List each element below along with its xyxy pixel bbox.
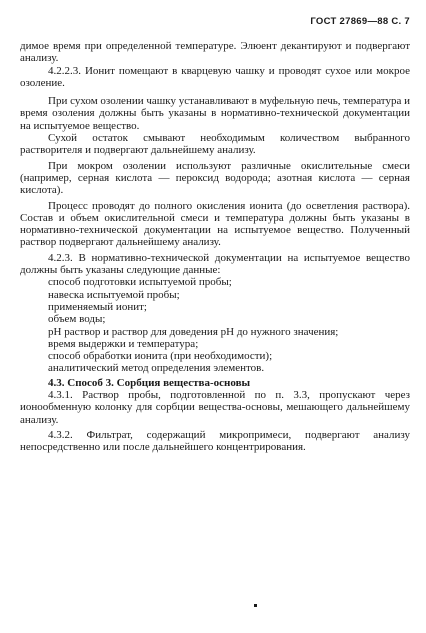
paragraph-process: Процесс проводят до полного окисления ионита (до осветления раствора). Состав и объем окислительной смеси и температура должны быть указаны в нормативно-технической документации на испытуемое вещество. Полученный раствор подвергают дальнейшему анализу. [20,199,410,249]
paragraph-4-3-1: 4.3.1. Раствор пробы, подготовленной по п. 3.3, пропускают через ионообменную колонку для сорбции вещества-основы, мешающего дальнейшему анализу. [20,389,410,426]
list-item: время выдержки и температура; [48,337,199,350]
page-header: ГОСТ 27869—88 С. 7 [310,16,410,27]
paragraph-4-2-3: 4.2.3. В нормативно-технической документации на испытуемое вещество должны быть указаны следующие данные: [20,251,410,277]
requirements-list [20,276,410,374]
paragraph-dry-residue: Сухой остаток смывают необходимым количеством выбранного растворителя и подвергают дальнейшему анализу. [20,132,410,157]
paragraph-4-2-2-3: 4.2.2.3. Ионит помещают в кварцевую чашку и проводят сухое или мокрое озоление. [20,64,410,89]
list-item: рН раствор и раствор для доведения рН до нужного значения; [48,325,339,338]
list-item: аналитический метод определения элементов. [48,362,265,375]
paragraph-4-3-2: 4.3.2. Фильтрат, содержащий микропримеси, подвергают анализу непосредственно или после дальнейшего концентрирования. [20,428,410,454]
section-heading: 4.3. Способ 3. Сорбция вещества-основы [48,376,251,389]
document-body [20,40,410,454]
paragraph-wet-ashing: При мокром озолении используют различные окислительные смеси (например, серная кислота — пероксид водорода; азотная кислота — серная кислота). [20,159,410,197]
paragraph-continuation: димое время при определенной температуре. Элюент декантируют и подвергают анализу. [20,40,410,65]
list-item: способ подготовки испытуемой пробы; [48,276,232,289]
list-item: способ обработки ионита (при необходимости); [48,350,273,363]
list-item: объем воды; [48,313,106,326]
paragraph-dry-ashing: При сухом озолении чашку устанавливают в муфельную печь, температура и время озоления должны быть указаны в нормативно-технической документации на испытуемое вещество. [20,95,410,132]
page-footer-mark [254,604,257,607]
list-item: навеска испытуемой пробы; [48,288,180,301]
list-item: применяемый ионит; [48,300,147,313]
